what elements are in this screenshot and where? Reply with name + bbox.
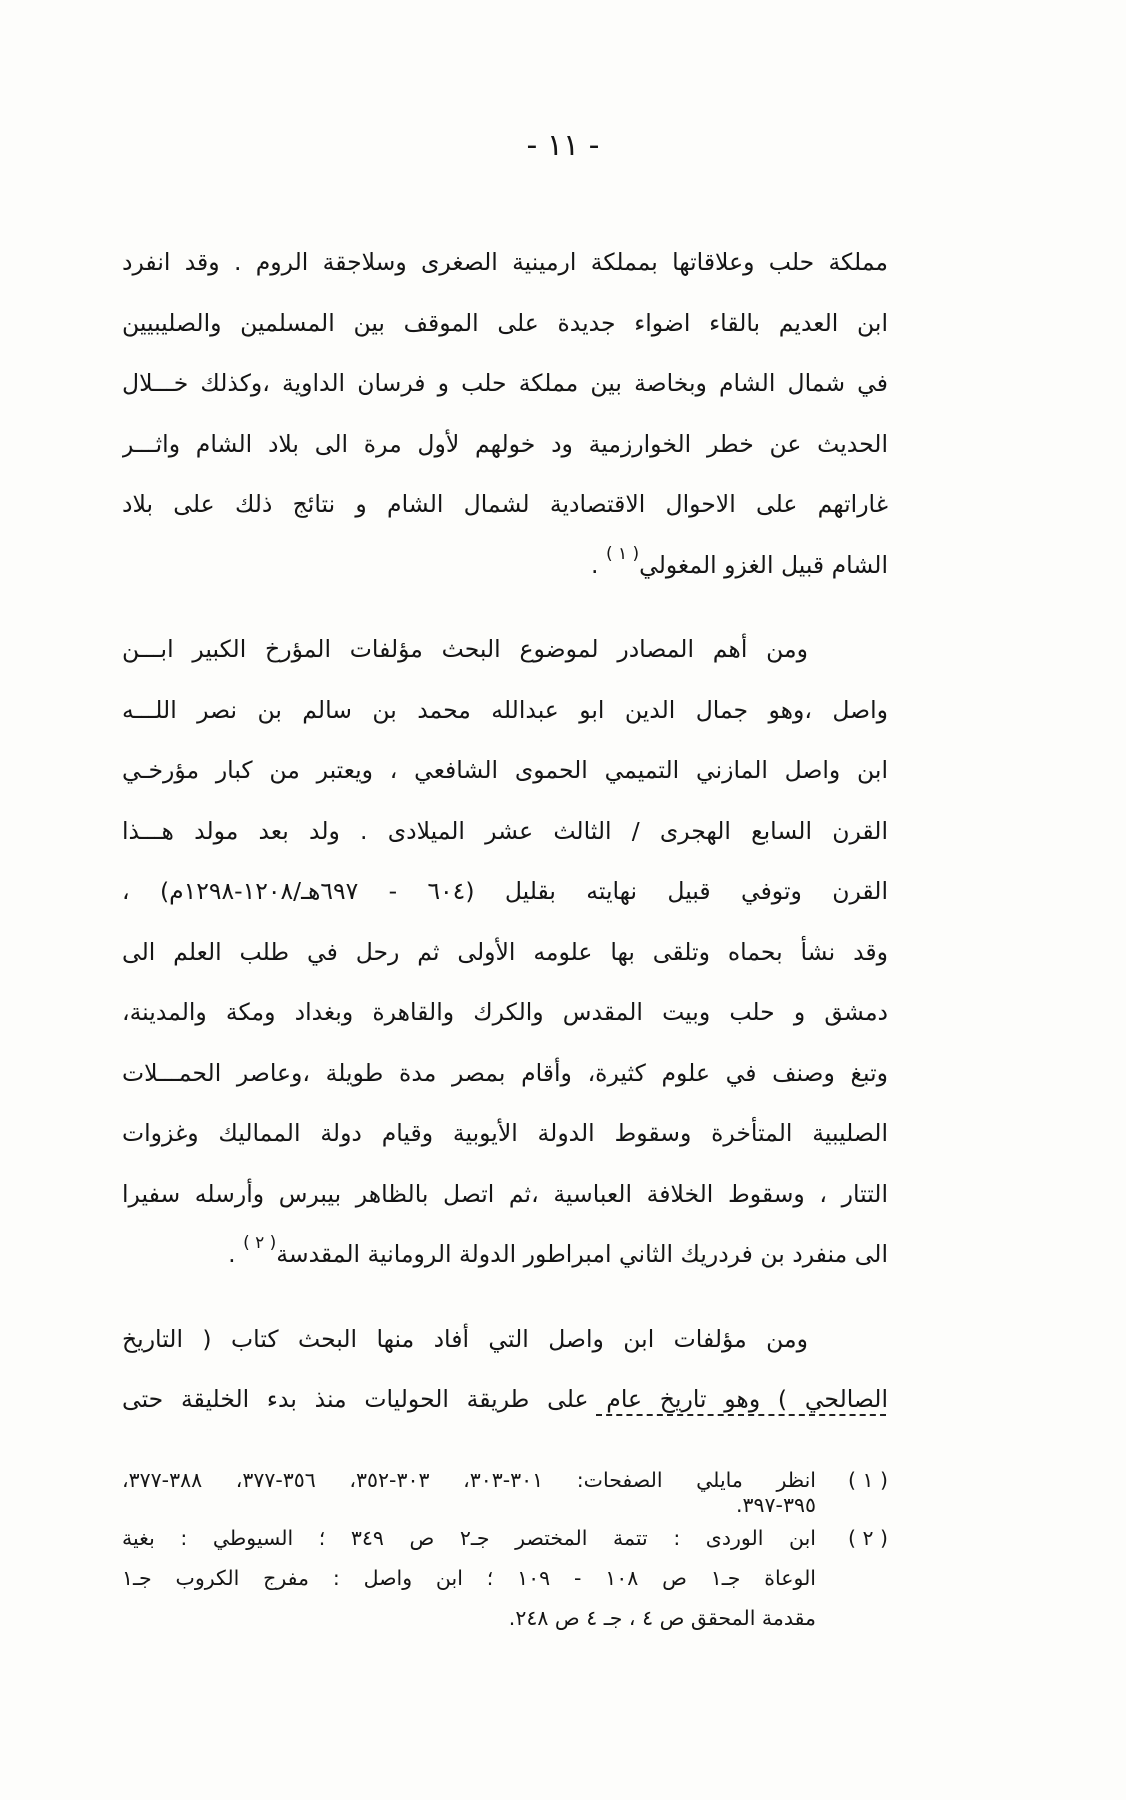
text-line: في شمال الشام وبخاصة بين مملكة حلب و فرسان الداوية ،وكذلك خـــلال xyxy=(122,369,888,397)
text-line: التتار ، وسقوط الخلافة العباسية ،ثم اتصل بالظاهر بيبرس وأرسله سفيرا xyxy=(122,1179,888,1208)
text-line: القرن وتوفي قبيل نهايته بقليل (٦٠٤ - ٦٩٧هـ/١٢٠٨-١٢٩٨م) ، xyxy=(122,877,888,905)
page-number: - ١١ - xyxy=(526,128,600,163)
footnote-divider xyxy=(596,1414,886,1416)
text-line: ومن أهم المصادر لموضوع البحث مؤلفات المؤرخ الكبير ابـــن xyxy=(122,635,808,663)
text-line: دمشق و حلب وبيت المقدس والكرك والقاهرة وبغداد ومكة والمدينة، xyxy=(122,998,888,1026)
text-line-last xyxy=(122,1224,888,1285)
text-line: ابن العديم بالقاء اضواء جديدة على الموقف بين المسلمين والصليبيين xyxy=(122,308,888,337)
text-line: وتبغ وصنف في علوم كثيرة، وأقام بمصر مدة طويلة ،وعاصر الحمـــلات xyxy=(122,1058,888,1087)
footnote-line: مقدمة المحقق ص ٤ ، جـ ٤ ص ٢٤٨. xyxy=(508,1606,816,1630)
text-line-content: الى منفرد بن فردريك الثاني امبراطور الدولة الرومانية المقدسة xyxy=(276,1240,888,1268)
end-mark: . xyxy=(228,1240,236,1268)
text-line: ابن واصل المازني التميمي الحموى الشافعي ، ويعتبر من كبار مؤرخـي xyxy=(122,756,888,784)
footnotes xyxy=(122,1460,888,1638)
footnote-line: الوعاة جـ١ ص ١٠٨ - ١٠٩ ؛ ابن واصل : مفرج الكروب جـ١ xyxy=(122,1566,816,1590)
text-line: الحديث عن خطر الخوارزمية ود خولهم لأول مرة الى بلاد الشام واثـــر xyxy=(122,429,888,458)
footnote-line: انظر مايلي الصفحات: ٣٠١-٣٠٣، ٣٠٣-٣٥٢، ٣٥٦-٣٧٧، ٣٨٨-٣٧٧، xyxy=(122,1468,816,1492)
footnote-number: ( ٢ ) xyxy=(847,1526,888,1550)
text-line: مملكة حلب وعلاقاتها بمملكة ارمينية الصغرى وسلاجقة الروم . وقد انفرد xyxy=(122,248,888,276)
paragraph-3 xyxy=(122,1309,888,1430)
end-mark: . xyxy=(590,550,599,579)
footnote-ref-1: ( ١ ) xyxy=(605,543,640,564)
paragraph-1 xyxy=(122,232,888,595)
footnote-ref-2: ( ٢ ) xyxy=(243,1233,277,1253)
text-line: واصل ،وهو جمال الدين ابو عبدالله محمد بن سالم بن نصر اللـــه xyxy=(122,695,888,724)
text-line: وقد نشأ بحماه وتلقى بها علومه الأولى ثم رحل في طلب العلم الى xyxy=(122,937,888,966)
body-text xyxy=(122,232,888,1430)
footnote-1 xyxy=(122,1460,888,1518)
text-line-last xyxy=(122,535,888,596)
footnote-number: ( ١ ) xyxy=(847,1468,888,1492)
footnote-2 xyxy=(122,1518,888,1638)
text-line: الصالحي ) وهو تاريخ عام على طريقة الحوليات منذ بدء الخليقة حتى xyxy=(122,1385,888,1413)
text-line: غاراتهم على الاحوال الاقتصادية لشمال الشام و نتائج ذلك على بلاد xyxy=(122,490,888,518)
footnote-line: ٣٩٥-٣٩٧. xyxy=(735,1494,816,1517)
text-line: الصليبية المتأخرة وسقوط الدولة الأيوبية وقيام دولة المماليك وغزوات xyxy=(122,1119,888,1147)
footnote-line: ابن الوردى : تتمة المختصر جـ٢ ص ٣٤٩ ؛ السيوطي : بغية xyxy=(122,1526,816,1550)
text-line: ومن مؤلفات ابن واصل التي أفاد منها البحث كتاب ( التاريخ xyxy=(122,1324,808,1353)
paragraph-2 xyxy=(122,619,888,1285)
text-line: القرن السابع الهجرى / الثالث عشر الميلادى . ولد بعد مولد هـــذا xyxy=(122,816,888,845)
text-line-content: الشام قبيل الغزو المغولي xyxy=(639,550,888,579)
